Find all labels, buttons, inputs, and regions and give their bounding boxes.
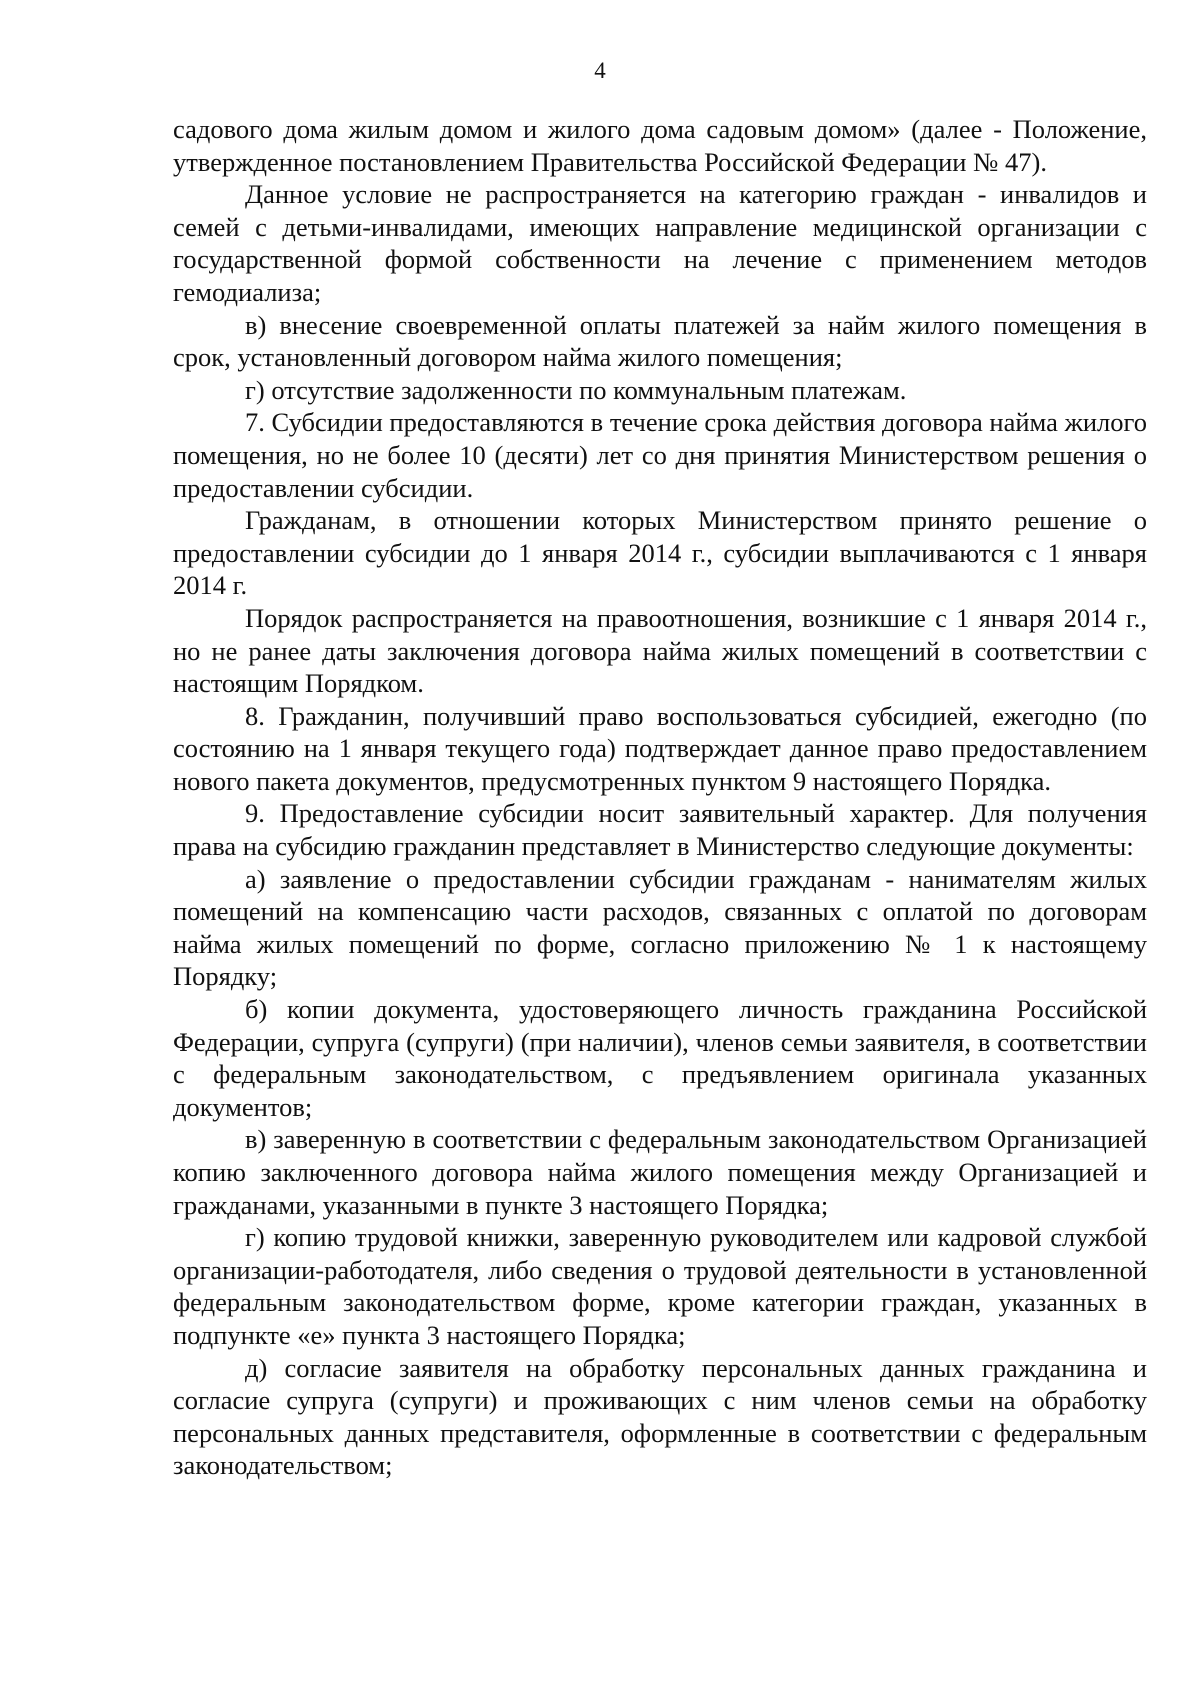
- paragraph-item-v-payment: в) внесение своевременной оплаты платежей за найм жилого помещения в срок, установленный договором найма жилого помещения;: [173, 309, 1147, 373]
- paragraph-continuation: садового дома жилым домом и жилого дома садовым домом» (далее - Положение, утвержденное постановлением Правительства Российской Федерации № 47).: [173, 114, 1147, 177]
- paragraph-doc-a-application: а) заявление о предоставлении субсидии гражданам - нанимателям жилых помещений на компенсацию части расходов, связанных с оплатой по договорам найма жилых помещений по форме, согласно приложению № 1 к настоящему Порядку;: [173, 863, 1147, 992]
- paragraph-exception-note: Данное условие не распространяется на категорию граждан - инвалидов и семей с детьми-инвалидами, имеющих направление медицинской организации с государственной формой собственности на лечение с применением методов гемодиализа;: [173, 179, 1147, 307]
- paragraph-doc-g-workbook: г) копию трудовой книжки, заверенную руководителем или кадровой службой организации-работодателя, либо сведения о трудовой деятельности в установленной федеральным законодательством форме, кроме категории граждан, указанных в подпункте «е» пункта 3 настоящего Порядка;: [173, 1222, 1147, 1350]
- paragraph-clause-8: 8. Гражданин, получивший право воспользоваться субсидией, ежегодно (по состоянию на 1 января текущего года) подтверждает данное право предоставлением нового пакета документов, предусмотренных пунктом 9 настоящего Порядка.: [173, 700, 1147, 796]
- paragraph-clause-7-citizens: Гражданам, в отношении которых Министерством принято решение о предоставлении субсидии до 1 января 2014 г., субсидии выплачиваются с 1 января 2014 г.: [173, 505, 1147, 601]
- paragraph-item-g-no-debt: г) отсутствие задолженности по коммунальным платежам.: [245, 374, 907, 405]
- paragraph-clause-9: 9. Предоставление субсидии носит заявительный характер. Для получения права на субсидию гражданин представляет в Министерство следующие документы:: [173, 798, 1147, 862]
- page-number: 4: [594, 58, 606, 83]
- paragraph-clause-7-procedure: Порядок распространяется на правоотношения, возникшие с 1 января 2014 г., но не ранее даты заключения договора найма жилых помещений в соответствии с настоящим Порядком.: [173, 602, 1147, 699]
- paragraph-clause-7: 7. Субсидии предоставляются в течение срока действия договора найма жилого помещения, но не более 10 (десяти) лет со дня принятия Министерством решения о предоставлении субсидии.: [173, 407, 1147, 503]
- paragraph-doc-v-contract: в) заверенную в соответствии с федеральным законодательством Организацией копию заключенного договора найма жилого помещения между Организацией и гражданами, указанными в пункте 3 настоящего Порядка;: [173, 1124, 1147, 1220]
- document-body: [173, 113, 1147, 1482]
- paragraph-doc-b-identity: б) копии документа, удостоверяющего личность гражданина Российской Федерации, супруга (супруги) (при наличии), членов семьи заявителя, в соответствии с федеральным законодательством, с предъявлением оригинала указанных документов;: [173, 994, 1147, 1122]
- paragraph-doc-d-consent: д) согласие заявителя на обработку персональных данных гражданина и согласие супруга (супруги) и проживающих с ним членов семьи на обработку персональных данных представителя, оформленные в соответствии с федеральным законодательством;: [173, 1352, 1147, 1481]
